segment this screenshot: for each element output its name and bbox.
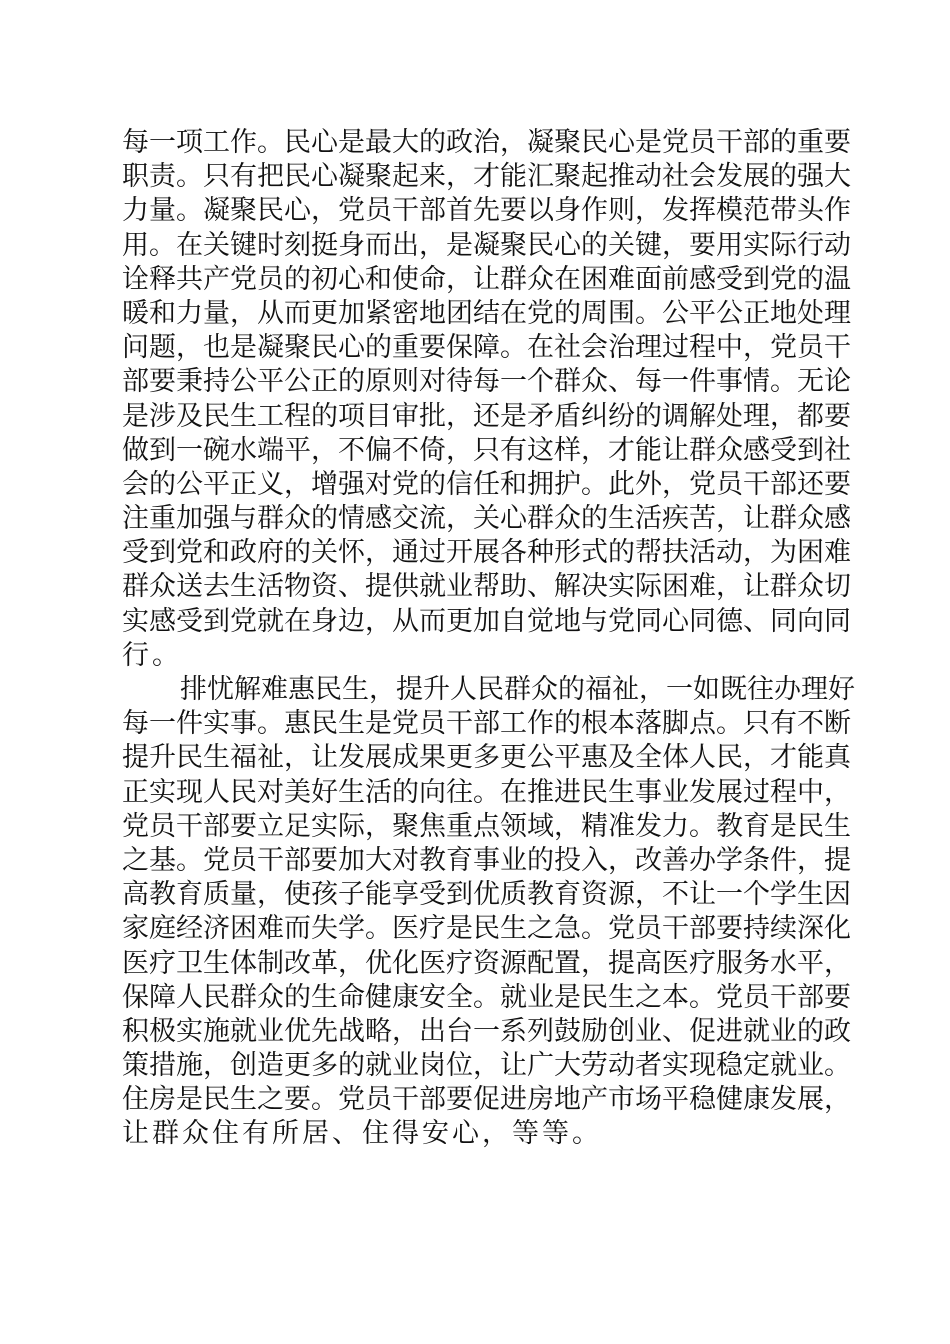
paragraph-1-line: 用。在关键时刻挺身而出，是凝聚民心的关键，要用实际行动	[122, 229, 851, 261]
paragraph-2-line: 高教育质量，使孩子能享受到优质教育资源，不让一个学生因	[122, 879, 851, 911]
paragraph-1-line: 诠释共产党员的初心和使命，让群众在困难面前感受到党的温	[122, 263, 851, 295]
paragraph-2-line: 保障人民群众的生命健康安全。就业是民生之本。党员干部要	[122, 981, 851, 1013]
paragraph-1-line: 会的公平正义，增强对党的信任和拥护。此外，党员干部还要	[122, 468, 851, 500]
paragraph-2-line: 提升民生福祉，让发展成果更多更公平惠及全体人民，才能真	[122, 742, 851, 774]
paragraph-2-line: 家庭经济困难而失学。医疗是民生之急。党员干部要持续深化	[122, 913, 851, 945]
paragraph-2-line: 策措施，创造更多的就业岗位，让广大劳动者实现稳定就业。	[122, 1050, 851, 1082]
paragraph-1	[122, 126, 851, 673]
paragraph-2-line: 每一件实事。惠民生是党员干部工作的根本落脚点。只有不断	[122, 708, 851, 740]
paragraph-1-line: 行。	[122, 639, 182, 671]
paragraph-1-line: 暖和力量，从而更加紧密地团结在党的周围。公平公正地处理	[122, 297, 851, 329]
paragraph-1-line: 力量。凝聚民心，党员干部首先要以身作则，发挥模范带头作	[122, 195, 851, 227]
paragraph-2	[122, 673, 855, 1152]
paragraph-1-line: 做到一碗水端平，不偏不倚，只有这样，才能让群众感受到社	[122, 434, 851, 466]
paragraph-2-line: 党员干部要立足实际，聚焦重点领域，精准发力。教育是民生	[122, 810, 851, 842]
body-text	[122, 126, 855, 1152]
paragraph-2-line: 积极实施就业优先战略，出台一系列鼓励创业、促进就业的政	[122, 1015, 851, 1047]
paragraph-2-line: 正实现人民对美好生活的向往。在推进民生事业发展过程中，	[122, 776, 851, 808]
paragraph-1-line: 职责。只有把民心凝聚起来，才能汇聚起推动社会发展的强大	[122, 161, 851, 193]
paragraph-1-line: 注重加强与群众的情感交流，关心群众的生活疾苦，让群众感	[122, 503, 851, 535]
paragraph-2-line: 让群众住有所居、住得安心，等等。	[122, 1118, 602, 1150]
paragraph-1-line: 受到党和政府的关怀，通过开展各种形式的帮扶活动，为困难	[122, 537, 851, 569]
paragraph-1-line: 部要秉持公平公正的原则对待每一个群众、每一件事情。无论	[122, 366, 851, 398]
paragraph-1-line: 群众送去生活物资、提供就业帮助、解决实际困难，让群众切	[122, 571, 851, 603]
paragraph-2-line: 之基。党员干部要加大对教育事业的投入，改善办学条件，提	[122, 844, 851, 876]
paragraph-2-line: 住房是民生之要。党员干部要促进房地产市场平稳健康发展，	[122, 1084, 851, 1116]
paragraph-2-line: 医疗卫生体制改革，优化医疗资源配置，提高医疗服务水平，	[122, 947, 851, 979]
paragraph-1-line: 每一项工作。民心是最大的政治，凝聚民心是党员干部的重要	[122, 127, 851, 158]
paragraph-1-line: 是涉及民生工程的项目审批，还是矛盾纠纷的调解处理，都要	[122, 400, 851, 432]
paragraph-2-line: 排忧解难惠民生，提升人民群众的福祉，一如既往办理好	[180, 674, 855, 705]
paragraph-1-line: 实感受到党就在身边，从而更加自觉地与党同心同德、同向同	[122, 605, 851, 637]
paragraph-1-line: 问题，也是凝聚民心的重要保障。在社会治理过程中，党员干	[122, 332, 851, 364]
